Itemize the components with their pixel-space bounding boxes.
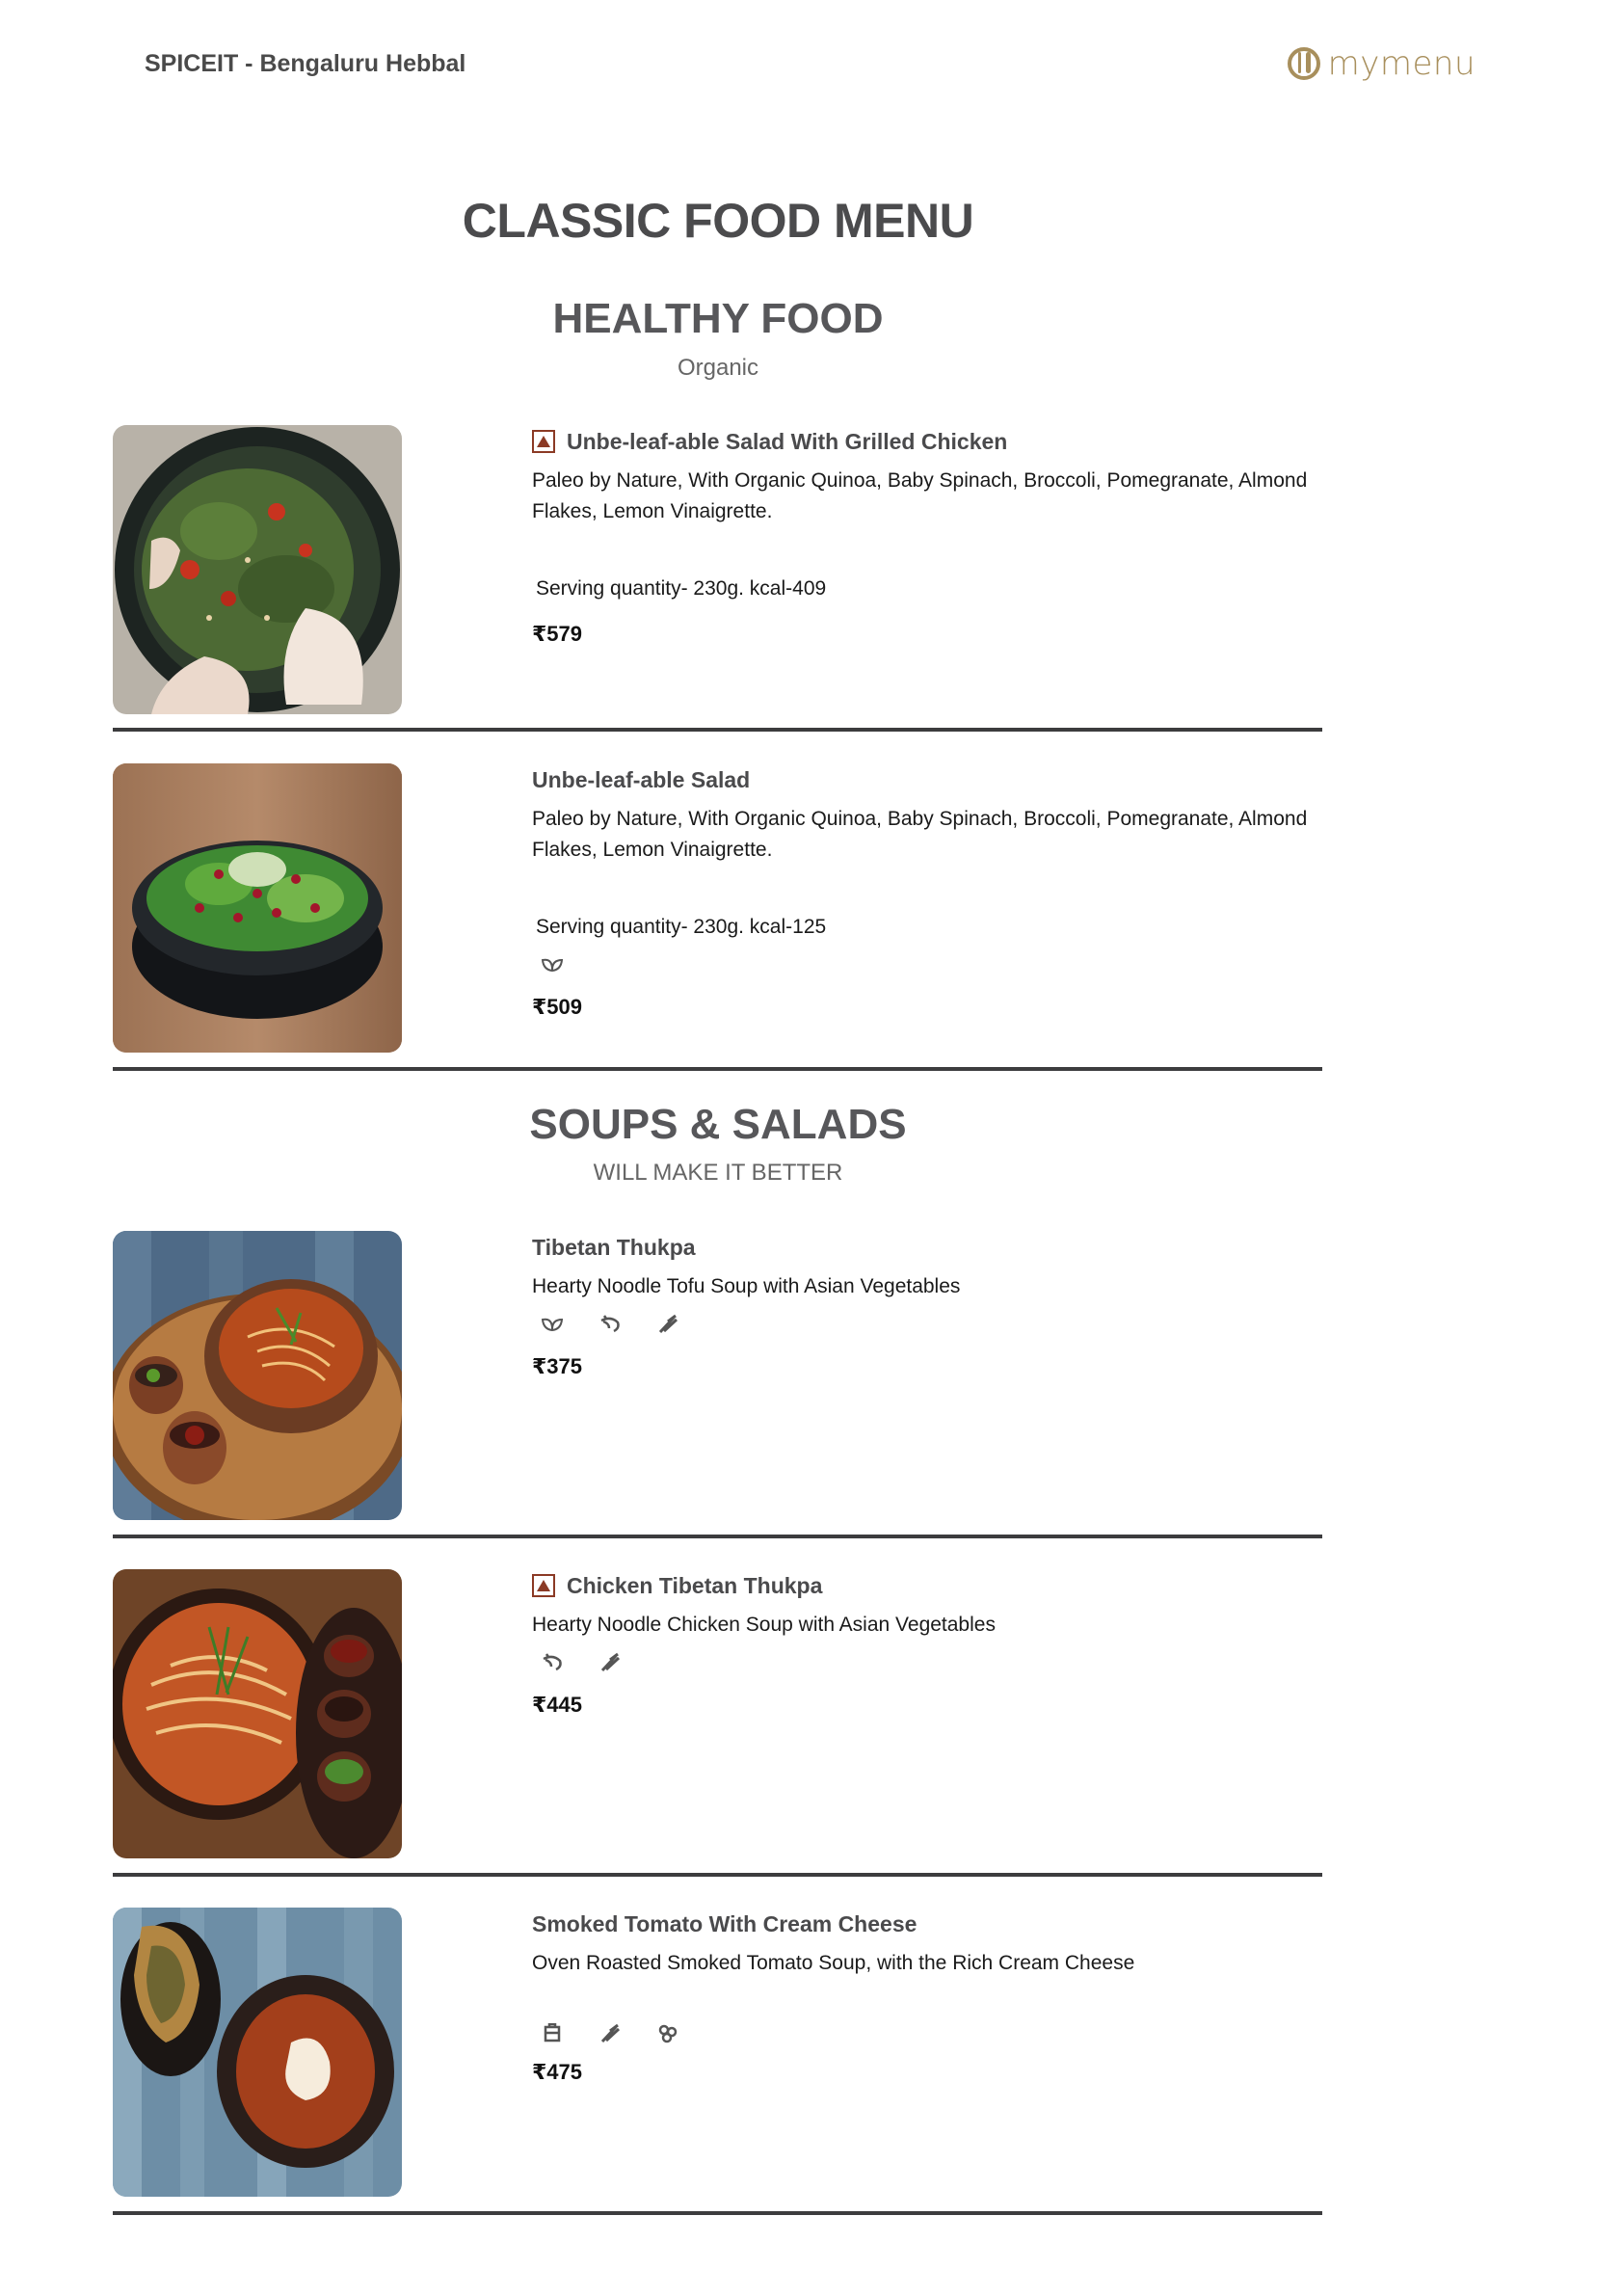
menu-item[interactable]: [113, 1569, 1322, 1858]
item-description: Hearty Noodle Tofu Soup with Asian Vegetables: [532, 1275, 961, 1297]
item-divider: [113, 1873, 1322, 1877]
dish-photo[interactable]: [113, 425, 402, 714]
item-divider: [113, 1067, 1322, 1071]
menu-item[interactable]: [113, 763, 1322, 1053]
section-title: SOUPS & SALADS: [529, 1101, 907, 1148]
dish-photo[interactable]: [113, 1569, 402, 1858]
fork-spoon-icon: [1288, 46, 1320, 81]
milk-icon: [540, 2023, 565, 2044]
item-details: [532, 1569, 1322, 1718]
shrimp-icon: [598, 1314, 623, 1335]
item-name: Unbe-leaf-able Salad: [532, 766, 751, 792]
item-name: Chicken Tibetan Thukpa: [567, 1572, 823, 1598]
item-price: ₹375: [532, 1354, 583, 1378]
dish-photo[interactable]: [113, 763, 402, 1053]
item-divider: [113, 2211, 1322, 2215]
allergen-tags: [532, 1648, 1322, 1677]
item-price: ₹509: [532, 995, 583, 1019]
page-header: [0, 0, 1622, 135]
brand-name: mymenu: [1327, 44, 1476, 83]
menu-item[interactable]: [113, 1231, 1322, 1520]
item-details: [532, 1231, 1322, 1379]
item-name: Unbe-leaf-able Salad With Grilled Chicken: [567, 428, 1008, 454]
item-description: Paleo by Nature, With Organic Quinoa, Baby Spinach, Broccoli, Pomegranate, Almond Flakes, Lemon Vinaigrette.: [532, 469, 1308, 522]
celery-icon: [598, 1652, 623, 1673]
item-serving: Serving quantity- 230g. kcal-409: [536, 577, 827, 600]
item-divider: [113, 1535, 1322, 1538]
mustard-icon: [655, 2023, 680, 2044]
item-description: Paleo by Nature, With Organic Quinoa, Baby Spinach, Broccoli, Pomegranate, Almond Flakes, Lemon Vinaigrette.: [532, 808, 1308, 861]
item-name: Smoked Tomato With Cream Cheese: [532, 1910, 917, 1936]
celery-icon: [598, 2023, 623, 2044]
brand-logo[interactable]: [1288, 44, 1476, 83]
allergen-tags: [532, 1310, 1322, 1339]
allergen-tags: [532, 950, 1322, 979]
item-price: ₹579: [532, 622, 583, 646]
item-serving: Serving quantity- 230g. kcal-125: [536, 916, 827, 938]
nonveg-icon: [532, 1574, 555, 1597]
item-price: ₹445: [532, 1693, 583, 1717]
celery-icon: [655, 1314, 680, 1335]
menu-item[interactable]: [113, 1908, 1322, 2197]
item-divider: [113, 728, 1322, 732]
restaurant-name: SPICEIT - Bengaluru Hebbal: [145, 50, 466, 77]
nonveg-icon: [532, 430, 555, 453]
item-details: [532, 1908, 1322, 2085]
shrimp-icon: [540, 1652, 565, 1673]
item-details: [532, 425, 1322, 647]
section-subtitle: WILL MAKE IT BETTER: [593, 1160, 843, 1186]
section-subtitle: Organic: [677, 355, 759, 381]
item-price: ₹475: [532, 2060, 583, 2084]
allergen-tags: [532, 2019, 1322, 2048]
item-description: Hearty Noodle Chicken Soup with Asian Vegetables: [532, 1614, 996, 1636]
item-description: Oven Roasted Smoked Tomato Soup, with the Rich Cream Cheese: [532, 1952, 1135, 1974]
menu-title: CLASSIC FOOD MENU: [462, 194, 974, 248]
dish-photo[interactable]: [113, 1231, 402, 1520]
item-details: [532, 763, 1322, 1020]
menu-item[interactable]: [113, 425, 1322, 714]
section-title: HEALTHY FOOD: [552, 295, 884, 342]
dish-photo[interactable]: [113, 1908, 402, 2197]
leaf-icon: [540, 954, 565, 975]
item-name: Tibetan Thukpa: [532, 1234, 696, 1260]
leaf-icon: [540, 1314, 565, 1335]
